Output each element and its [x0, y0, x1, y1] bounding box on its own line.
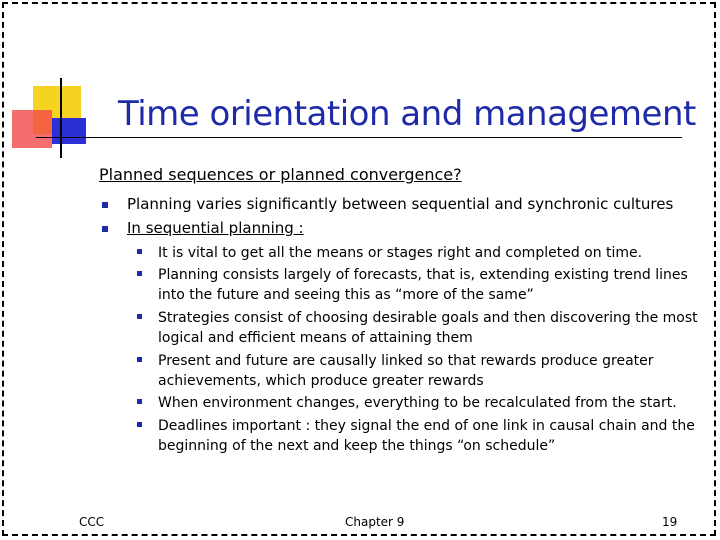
square-bullet-icon: [137, 399, 142, 404]
decor-blue-square: [52, 118, 86, 144]
square-bullet-icon: [137, 271, 142, 276]
section-heading: Planned sequences or planned convergence?: [99, 165, 462, 184]
square-bullet-icon: [137, 314, 142, 319]
footer-chapter: Chapter 9: [345, 515, 405, 529]
footer-page-number: 19: [662, 515, 678, 529]
square-bullet-icon: [137, 249, 142, 254]
square-bullet-icon: [102, 202, 108, 208]
decor-red-square: [12, 110, 52, 148]
slide-title: Time orientation and management: [118, 94, 696, 134]
square-bullet-icon: [137, 422, 142, 427]
title-rule: [36, 137, 682, 138]
decor-vertical-line: [60, 78, 62, 158]
square-bullet-icon: [102, 226, 108, 232]
square-bullet-icon: [137, 357, 142, 362]
footer-left: CCC: [79, 515, 105, 529]
